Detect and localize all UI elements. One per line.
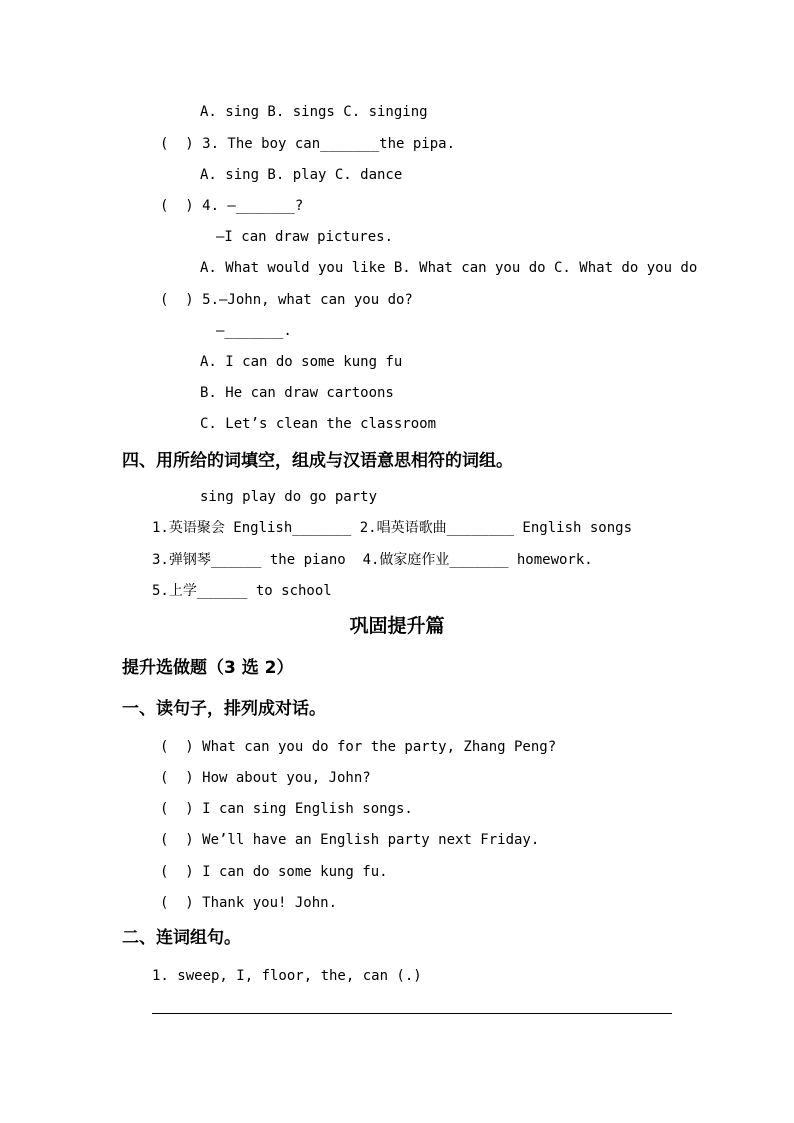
q5-option-b: B. He can draw cartoons <box>200 385 394 401</box>
dialogue-item: ( ) What can you do for the party, Zhang Peng? <box>160 739 557 755</box>
dialogue-item: ( ) Thank you! John. <box>160 895 338 911</box>
section-b-heading: 二、连词组句。 <box>122 928 241 948</box>
section-4-line-2: 3.弹钢琴______ the piano 4.做家庭作业_______ homework. <box>152 552 593 568</box>
q2-options: A. sing B. sings C. singing <box>200 104 428 120</box>
dialogue-item: ( ) We’ll have an English party next Friday. <box>160 832 540 848</box>
dialogue-item: ( ) I can do some kung fu. <box>160 864 388 880</box>
dialogue-item: ( ) I can sing English songs. <box>160 801 413 817</box>
section-4-heading: 四、用所给的词填空，组成与汉语意思相符的词组。 <box>122 451 513 471</box>
q5-question: ( ) 5.—John, what can you do? <box>160 292 413 308</box>
q4-options: A. What would you like B. What can you do C. What do you do <box>200 260 698 276</box>
section-a-heading: 一、读句子，排列成对话。 <box>122 699 326 719</box>
subtitle: 提升选做题（3 选 2） <box>122 658 294 678</box>
word-order-item-1: 1. sweep, I, floor, the, can (.) <box>152 968 422 984</box>
q3-question: ( ) 3. The boy can_______the pipa. <box>160 136 456 152</box>
q4-answer: —I can draw pictures. <box>216 229 394 245</box>
q3-options: A. sing B. play C. dance <box>200 167 403 183</box>
section-4-line-3: 5.上学______ to school <box>152 583 332 599</box>
q4-question: ( ) 4. —_______? <box>160 198 304 214</box>
q5-blank: —_______. <box>216 323 292 339</box>
section-4-word-bank: sing play do go party <box>200 489 378 505</box>
q5-option-a: A. I can do some kung fu <box>200 354 403 370</box>
page-title: 巩固提升篇 <box>349 615 445 637</box>
section-4-line-1: 1.英语聚会 English_______ 2.唱英语歌曲________ English songs <box>152 520 633 536</box>
q5-option-c: C. Let’s clean the classroom <box>200 416 437 432</box>
dialogue-item: ( ) How about you, John? <box>160 770 371 786</box>
answer-line[interactable] <box>152 1013 672 1014</box>
